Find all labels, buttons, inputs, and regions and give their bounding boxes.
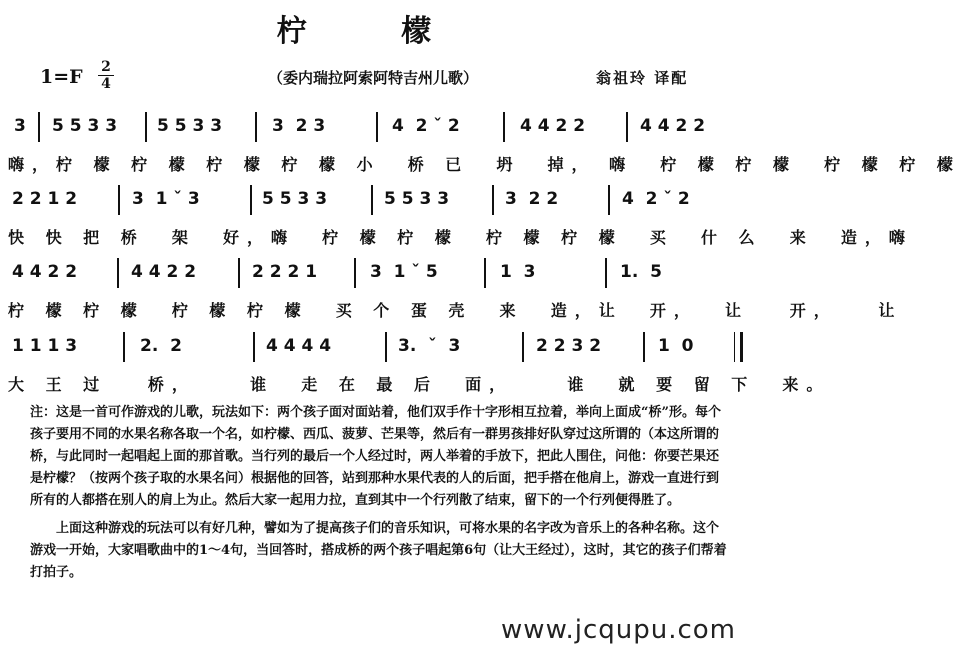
lyric-line <box>0 152 961 176</box>
measure: 4 4 4 4 <box>266 336 332 356</box>
bar-line <box>118 185 120 215</box>
notes-text-2: 上面这种游戏的玩法可以有好几种，譬如为了提高孩子们的音乐知识，可将水果的名字改为音乐上的各种名称。这个游戏一开始，大家唱歌曲中的1～4句，当回答时，搭成桥的两个孩子唱起第6句（让大王经过），这时，其它的孩子们帮着打拍子。 <box>30 521 727 580</box>
measure: 2. 2 <box>140 336 182 356</box>
bar-line <box>354 258 356 288</box>
notation-line <box>0 185 750 223</box>
bar-line <box>385 332 387 362</box>
notes-label: 注： <box>30 405 57 420</box>
measure: 5 5 3 3 <box>157 116 223 136</box>
measure: 3 <box>14 116 26 136</box>
measure: 4 4 2 2 <box>640 116 706 136</box>
measure: 2 2 3 2 <box>536 336 602 356</box>
arranger-credit: 翁祖玲 译配 <box>596 69 689 87</box>
lyrics: 快 快 把 桥 架 好，嗨 柠 檬 柠 檬 柠 檬 柠 檬 买 什 么 来 造，嗨 <box>8 228 913 247</box>
bar-line <box>253 332 255 362</box>
measure: 2 2 1 2 <box>12 189 78 209</box>
notes-paragraph-1 <box>30 402 730 512</box>
measure: 3 2 3 <box>272 116 326 136</box>
final-bar-line <box>734 332 743 362</box>
lyrics: 嗨，柠 檬 柠 檬 柠 檬 柠 檬 小 桥 已 坍 掉， 嗨 柠 檬 柠 檬 柠 檬 柠 檬 <box>8 155 961 174</box>
measure: 1 1 1 3 <box>12 336 78 356</box>
bar-line <box>643 332 645 362</box>
measure: 2 2 2 1 <box>252 262 318 282</box>
measure: 4 4 2 2 <box>520 116 586 136</box>
measure: 4 4 2 2 <box>12 262 78 282</box>
lyric-line <box>0 298 903 322</box>
bar-line <box>626 112 628 142</box>
bar-line <box>238 258 240 288</box>
site-watermark: www.jcqupu.com <box>501 615 736 645</box>
bar-line <box>255 112 257 142</box>
measure: 5 5 3 3 <box>52 116 118 136</box>
bar-line <box>492 185 494 215</box>
key-signature: 1=F <box>40 66 83 88</box>
measure: 1 0 <box>658 336 694 356</box>
staff-row-4 <box>0 332 831 402</box>
staff-row-1 <box>0 112 961 182</box>
bar-line <box>250 185 252 215</box>
song-title: 柠 檬 <box>276 14 474 49</box>
lyrics: 柠 檬 柠 檬 柠 檬 柠 檬 买 个 蛋 壳 来 造，让 开， 让 开， 让 <box>8 301 903 320</box>
measure: 3 1 ˇ 3 <box>132 189 200 209</box>
bar-line <box>376 112 378 142</box>
measure: 4 2 ˇ 2 <box>392 116 460 136</box>
measure: 5 5 3 3 <box>262 189 328 209</box>
lyrics: 大 王 过 桥， 谁 走 在 最 后 面， 谁 就 要 留 下 来。 <box>8 375 831 394</box>
bar-line <box>38 112 40 142</box>
measure: 3 2 2 <box>505 189 559 209</box>
bar-line <box>484 258 486 288</box>
game-notes <box>30 402 730 590</box>
notation-line <box>0 112 750 150</box>
bar-line <box>123 332 125 362</box>
time-signature-bottom: 4 <box>101 76 111 92</box>
time-signature <box>98 60 114 91</box>
notes-paragraph-2 <box>30 518 730 584</box>
bar-line <box>605 258 607 288</box>
bar-line <box>522 332 524 362</box>
lyric-line <box>0 372 831 396</box>
measure: 1 3 <box>500 262 536 282</box>
bar-line <box>371 185 373 215</box>
measure: 1. 5 <box>620 262 662 282</box>
notes-text-1: 这是一首可作游戏的儿歌，玩法如下：两个孩子面对面站着，他们双手作十字形相互拉着，举向上面成“桥”形。每个孩子要用不同的水果名称各取一个名，如柠檬、西瓜、菠萝、芒果等，然后有一群男孩排好队穿过这所谓的（本这所谓的桥，与此同时一起唱起上面的那首歌。当行列的最后一个人经过时，两人举着的手放下，把此人围住，问他：你要芒果还是柠檬？（按两个孩子取的水果名问）根据他的回答，站到那种水果代表的人的后面，把手搭在他肩上，游戏一直进行到所有的人都搭在别人的肩上为止。然后大家一起用力拉，直到其中一个行列散了结束，留下的一个行列便得胜了。 <box>30 405 721 508</box>
bar-line <box>117 258 119 288</box>
bar-line <box>503 112 505 142</box>
lyric-line <box>0 225 913 249</box>
staff-row-3 <box>0 258 903 328</box>
staff-row-2 <box>0 185 913 255</box>
measure: 4 4 2 2 <box>131 262 197 282</box>
bar-line <box>608 185 610 215</box>
measure: 3 1 ˇ 5 <box>370 262 438 282</box>
time-signature-top: 2 <box>101 59 111 75</box>
notation-line <box>0 332 750 370</box>
notation-line <box>0 258 750 296</box>
measure: 5 5 3 3 <box>384 189 450 209</box>
measure: 3. ˇ 3 <box>398 336 461 356</box>
song-origin: （委内瑞拉阿索阿特吉州儿歌） <box>268 69 479 87</box>
measure: 4 2 ˇ 2 <box>622 189 690 209</box>
bar-line <box>145 112 147 142</box>
